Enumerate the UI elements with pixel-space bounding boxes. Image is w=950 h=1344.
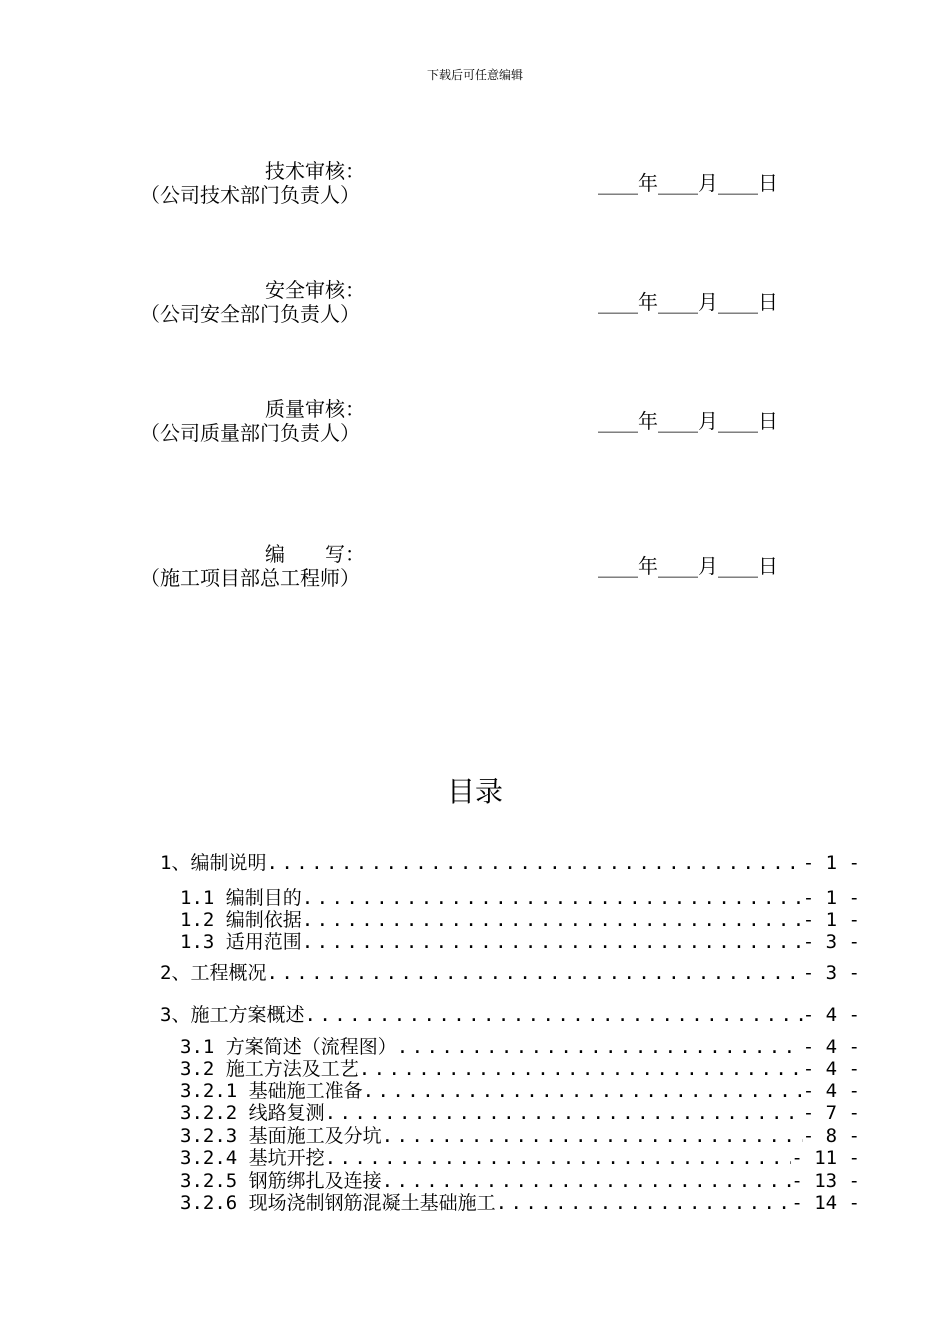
signature-author: [0, 538, 950, 598]
toc-leader: [304, 1004, 802, 1026]
toc-entry[interactable]: [180, 927, 860, 953]
signature-responsible: （公司技术部门负责人）: [140, 183, 360, 207]
signature-date: ____年____月____日: [598, 171, 778, 195]
toc-entry-label: 3.2.3 基面施工及分坑: [180, 1125, 382, 1147]
toc-entry[interactable]: [180, 905, 860, 931]
toc-entry-page: - 8 -: [802, 1125, 860, 1147]
toc-leader: [302, 931, 803, 953]
toc-entry-label: 3.2.1 基础施工准备: [180, 1080, 363, 1102]
signature-role: 质量审核：: [265, 397, 365, 421]
toc-entry-page: - 7 -: [802, 1102, 860, 1124]
toc-entry-label: 3.2.6 现场浇制钢筋混凝土基础施工: [180, 1192, 496, 1214]
signature-date: ____年____月____日: [598, 290, 778, 314]
signature-role: 技术审核：: [265, 159, 365, 183]
toc-entry-label: 3.2.5 钢筋绑扎及连接: [180, 1170, 382, 1192]
toc-entry-page: - 14 -: [791, 1192, 860, 1214]
toc-entry[interactable]: [160, 958, 860, 984]
toc-entry[interactable]: [180, 1032, 860, 1058]
toc-entry[interactable]: [160, 848, 860, 874]
signature-role: 编 写：: [265, 542, 365, 566]
toc-entry-label: 1.1 编制目的: [180, 887, 302, 909]
signature-date: ____年____月____日: [598, 409, 778, 433]
toc-entry-label: 1.2 编制依据: [180, 909, 302, 931]
toc-entry[interactable]: [180, 1166, 860, 1192]
toc-entry[interactable]: [180, 883, 860, 909]
toc-entry-label: 3.1 方案简述（流程图）: [180, 1036, 397, 1058]
toc-entry-label: 3、施工方案概述: [160, 1004, 305, 1026]
toc-entry-page: - 1 -: [802, 909, 860, 931]
toc-entry-page: - 4 -: [802, 1036, 860, 1058]
toc-entry-label: 2、工程概况: [160, 962, 267, 984]
toc-entry-page: - 1 -: [802, 887, 860, 909]
toc-entry-page: - 11 -: [791, 1147, 860, 1169]
toc-leader: [266, 852, 802, 874]
toc-entry[interactable]: [180, 1121, 860, 1147]
toc-entry-page: - 13 -: [791, 1170, 860, 1192]
toc-entry-page: - 3 -: [802, 931, 860, 953]
toc-entry[interactable]: [180, 1076, 860, 1102]
toc-leader: [496, 1192, 792, 1214]
toc-entry[interactable]: [180, 1143, 860, 1169]
toc-entry-label: 3.2.4 基坑开挖: [180, 1147, 325, 1169]
toc-entry-page: - 1 -: [802, 852, 860, 874]
toc-entry-page: - 4 -: [802, 1004, 860, 1026]
signature-responsible: （公司质量部门负责人）: [140, 421, 360, 445]
signature-tech-review: [0, 155, 950, 215]
toc-title: 目录: [446, 775, 503, 808]
signature-date: ____年____月____日: [598, 554, 778, 578]
toc-entry[interactable]: [180, 1054, 860, 1080]
toc-entry-page: - 4 -: [802, 1080, 860, 1102]
toc-entry-page: - 4 -: [802, 1058, 860, 1080]
toc-leader: [266, 962, 802, 984]
toc-entry-label: 3.2 施工方法及工艺: [180, 1058, 359, 1080]
toc-entry-label: 1.3 适用范围: [180, 931, 302, 953]
toc-entry[interactable]: [180, 1098, 860, 1124]
signature-role: 安全审核：: [265, 278, 365, 302]
toc-entry[interactable]: [180, 1188, 860, 1214]
toc-entry-label: 3.2.2 线路复测: [180, 1102, 325, 1124]
signature-responsible: （公司安全部门负责人）: [140, 302, 360, 326]
toc-entry[interactable]: [160, 1000, 860, 1026]
toc-entry-page: - 3 -: [802, 962, 860, 984]
signature-responsible: （施工项目部总工程师）: [140, 566, 360, 590]
page-header: 下载后可任意编辑: [426, 68, 523, 82]
signature-quality-review: [0, 393, 950, 453]
signature-safety-review: [0, 274, 950, 334]
toc-entry-label: 1、编制说明: [160, 852, 267, 874]
